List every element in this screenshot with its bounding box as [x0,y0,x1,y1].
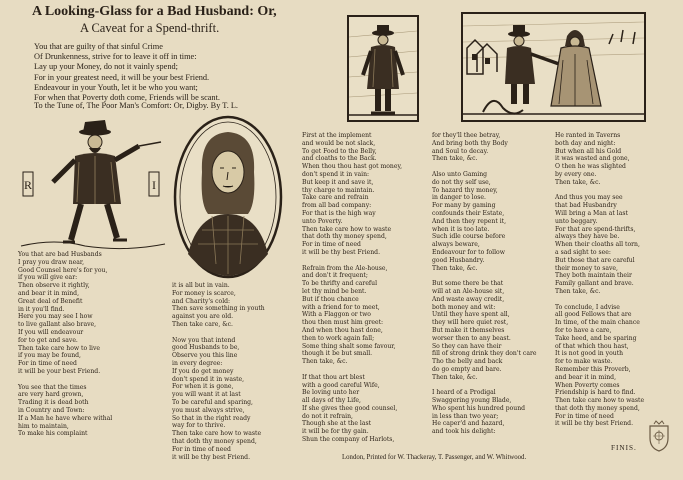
verse-line: Be loving unto her [302,389,360,397]
verse-line [432,382,552,390]
intro-line: You that are guilty of that sinful Crime [34,42,163,51]
verse-line: if you may be found, [18,352,81,360]
verse-line: thou then must him greet: [302,319,384,327]
verse-line: do go empty and bare. [432,365,502,373]
verse-line [555,296,680,304]
verse-line: Then take, &c. [302,358,348,366]
verse-line: way for to thrive. [172,422,226,430]
verse-line: Who spent his hundred pound [432,404,526,412]
verse-line: If that thou art blest [302,373,365,381]
verse-line: Such idle course before [432,233,506,241]
verse-line: If she gives thee good counsel, [302,404,398,412]
intro-line: Endeavour in your Youth, let it be who you want; [34,82,198,92]
verse-line: it will be thy best Friend. [172,453,251,461]
verse-line: They both maintain their [555,272,632,280]
verse-line: For in time of need [172,445,231,453]
verse-line [555,187,680,195]
verse-line: all days of thy Life, [302,397,361,405]
verse-line: it is all but in vain. [172,282,230,289]
verse-column-5 [555,132,680,428]
intro-line: For when that Poverty doth come, Friends will be scant. [34,93,220,103]
intro-line: Lay up your Money, do not it vainly spend; [34,62,178,72]
verse-line: To get Food to the Belly, [302,147,377,155]
verse-line [432,272,552,280]
verse-line: You see that the times [18,383,87,391]
verse-line: are very hard grown, [18,391,84,399]
verse-line: To be careful and sparing, [172,398,253,406]
verse-column-1 [18,251,168,438]
verse-line: But make it themselves [432,326,505,334]
verse-line: I pray you draw near, [18,258,85,266]
verse-line: For that is the high way [302,209,376,217]
verse-line: you must always strive, [172,406,245,414]
verse-line: it will be thy best Friend. [555,420,634,428]
verse-line [302,257,427,265]
verse-line: Friendship is hard to find. [555,389,636,397]
verse-line: For when it is gone, [172,383,234,391]
dancing-man-illustration [15,112,169,262]
verse-line: and Soul to decay. [432,147,489,155]
verse-line: For that are spend-thrifts, [555,225,636,233]
verse-line: they will here quiet rest, [432,319,509,327]
verse-line: Then take care how to waste [172,430,262,438]
verse-line: a sad sight to see: [555,248,611,256]
verse-line: and Charity's cold: [172,297,231,305]
verse-line: He caper'd and hazard, [432,420,505,428]
ballad-title: A Looking-Glass for a Bad Husband: Or, [32,4,277,19]
verse-line [302,366,427,374]
verse-line: Then take, &c. [432,264,478,272]
verse-line: Tho the belly and back [432,358,503,366]
verse-line: that doth thy money spend, [302,233,387,241]
verse-line: For many by gaming [432,202,496,210]
verse-line: For money is scarce, [172,289,236,297]
verse-line: Then take, &c. [432,155,478,163]
verse-line: all good Fellows that are [555,311,632,319]
verse-line [18,376,168,384]
verse-line: If a Man he have where withal [18,414,113,422]
verse-line: do not it refrain, [302,412,353,420]
verse-line: in danger to lose. [432,194,486,202]
finis-mark: FINIS. [611,444,637,452]
verse-line: To conclude, I advise [555,303,620,311]
verse-line: fill of strong drink they don't care [432,350,537,358]
verse-line: Remember this Proverb, [555,365,631,373]
verse-line: And when thou hast done, [302,326,383,334]
verse-line: Until they have spent all, [432,311,510,319]
verse-line: Observe you this line [172,352,238,360]
verse-line: for they'll thee betray, [432,132,501,139]
verse-line: do not thy self use, [432,178,491,186]
printer-imprint: London, Printed for W. Thackeray, T. Passenger, and W. Whitwood. [342,454,527,461]
verse-line: it will be your best Friend. [18,367,101,375]
verse-line: Family gallant and brave. [555,280,634,288]
verse-line: good Husbands to be, [172,344,240,352]
woodcut-letter: R [23,178,33,192]
intro-line: For in your greatest need, it will be your best Friend. [34,72,210,82]
verse-line: For in time of need [302,241,361,249]
verse-line: And waste away credit, [432,295,505,303]
verse-line: and took his delight: [432,428,496,436]
verse-line: O then he was slighted [555,163,626,171]
verse-line: and bear it in mind, [18,289,80,297]
verse-line: But when all his Gold [555,147,622,155]
verse-line: by every one. [555,170,597,178]
woodcut-letter: I [152,178,156,192]
verse-line: Shun the company of Harlots, [302,436,395,444]
woodcut-standing-man [347,15,419,122]
woodcut-oval-portrait [172,114,284,280]
verse-line: Now you that intend [172,336,236,344]
verse-line: always they have be. [555,233,620,241]
verse-line: against you are old. [172,313,234,321]
verse-line: Will bring a Man at last [555,209,628,217]
verse-line: that bad Husbandry [555,202,617,210]
verse-line: for to have a care, [555,326,612,334]
verse-line: if you will give ear: [18,274,78,282]
verse-line: Then save something in youth [172,305,265,313]
verse-line: always beware, [432,241,480,249]
verse-line: For in time of need [555,412,614,420]
oval-portrait-illustration [172,114,284,280]
verse-line: So that in the right ready [172,414,251,422]
verse-line [172,329,297,337]
verse-line: Take care and refrain [302,194,369,202]
verse-line: Swaggering young Blade, [432,397,512,405]
verse-line: both money and wit: [432,303,496,311]
verse-line: him to maintain, [18,422,69,430]
verse-line: it will be for thy gain. [302,428,369,436]
verse-line [432,163,552,171]
verse-line: with a good careful Wife, [302,381,380,389]
couple-scene-illustration [463,14,644,120]
verse-line: their money to save, [555,264,618,272]
verse-line: To hazard thy money, [432,186,498,194]
verse-line: But keep it and save it, [302,178,374,186]
verse-line: Then take, &c. [432,373,478,381]
verse-line: But some there be that [432,280,504,288]
crest-icon [646,420,672,452]
verse-line: of that which thou hast, [555,342,629,350]
verse-line: in less than two year; [432,412,499,420]
verse-line: Refrain from the Ale-house, [302,264,388,272]
verse-line: from all bad company: [302,202,372,210]
verse-line: You that are bad Husbands [18,251,102,258]
verse-line: Then take care how to waste [302,225,392,233]
verse-line: and bear it in mind, [555,373,617,381]
verse-line: If you will endeavour [18,328,84,336]
verse-line: worser then to any beast. [432,334,511,342]
verse-line: To make his complaint [18,430,88,438]
verse-column-4 [432,132,552,436]
intro-verse [34,42,334,103]
verse-line: If you do get money [172,367,234,375]
woodcut-couple-scene [461,12,646,122]
verse-line: When their cloaths all torn, [555,241,640,249]
verse-line: Here you may see I how [18,313,93,321]
verse-line: Endeavour for to follow [432,248,505,256]
verse-line: and would be not slack, [302,139,376,147]
verse-line: But if thou chance [302,295,359,303]
verse-line: that doth thy money spend, [172,437,257,445]
verse-line: confounds their Estate, [432,209,505,217]
verse-line: it was wasted and gone, [555,155,630,163]
verse-line: Good Counsel here's for you, [18,266,108,274]
verse-line: unto beggary. [555,217,598,225]
verse-line: that doth thy money spend, [555,404,640,412]
verse-line: Then take, &c. [555,178,601,186]
verse-line: First at the implement [302,132,372,139]
ballad-subtitle: A Caveat for a Spend-thrift. [80,21,220,35]
verse-line: Then take care, &c. [172,320,233,328]
verse-line: to live gallant also brave, [18,321,97,329]
woodcut-dancing-man [15,112,169,262]
verse-line: In time, of the main chance [555,319,640,327]
verse-column-2 [172,282,297,461]
verse-line: in it you'll find. [18,305,65,313]
verse-line: for to get and save. [18,336,78,344]
verse-line: for to make waste. [555,358,613,366]
verse-line: you will want it at last [172,391,241,399]
verse-line: in every degree: [172,359,223,367]
verse-line: To be thrifty and careful [302,280,378,288]
verse-line: Some thing shalt some favour, [302,342,396,350]
verse-line: He ranted in Taverns [555,132,621,139]
verse-line: though it be but small. [302,350,373,358]
verse-line: and cloaths to the Back. [302,155,377,163]
verse-column-3 [302,132,427,444]
verse-line: with a friend for to meet, [302,303,380,311]
verse-line: Then take care how to live [18,344,101,352]
standing-man-illustration [349,17,417,120]
verse-line: Trading it is dead both [18,399,89,407]
verse-line: don't spend it in vain: [302,170,370,178]
verse-line: But those that are careful [555,256,635,264]
verse-line: Then take care how to waste [555,397,645,405]
verse-line: So they can have their [432,342,502,350]
verse-line: And then they repent it, [432,217,507,225]
verse-line: in Country and Town: [18,406,85,414]
verse-line: it will be thy best Friend. [302,248,381,256]
verse-line: And bring both thy Body [432,139,508,147]
verse-line: And thus you may see [555,194,623,202]
verse-line: Also unto Gaming [432,170,488,178]
verse-line: and don't it frequent; [302,272,368,280]
verse-line: thy charge to maintain. [302,186,375,194]
verse-line: good Husbandry. [432,256,485,264]
verse-line: don't spend it in waste, [172,375,245,383]
intro-line: Of Drunkenness, strive for to leave it off in time: [34,52,197,62]
verse-line: Though she at the last [302,420,372,428]
verse-line: both day and night: [555,139,616,147]
verse-line: When thou thou hast got money, [302,163,403,171]
verse-line: let thy mind be bent. [302,287,367,295]
library-stamp [646,420,672,452]
verse-line: unto Poverty. [302,217,343,225]
verse-line: Then take, &c. [555,287,601,295]
verse-line: Then observe it rightly, [18,282,90,290]
verse-line: will at an Ale-house sit, [432,287,505,295]
tune-line: To the Tune of, The Poor Man's Comfort: Or, Digby. By T. L. [34,101,239,110]
verse-line: It is not good in youth [555,350,624,358]
verse-line: When Poverty comes [555,381,620,389]
verse-line: then to work again fall; [302,334,375,342]
verse-line: For in time of need [18,360,77,368]
verse-line: when it is too late. [432,225,490,233]
verse-line: With a Flaggon or two [302,311,371,319]
verse-line: Take heed, and be sparing [555,334,637,342]
verse-line: Great deal of Benefit [18,297,83,305]
verse-line: I heard of a Prodigal [432,389,496,397]
